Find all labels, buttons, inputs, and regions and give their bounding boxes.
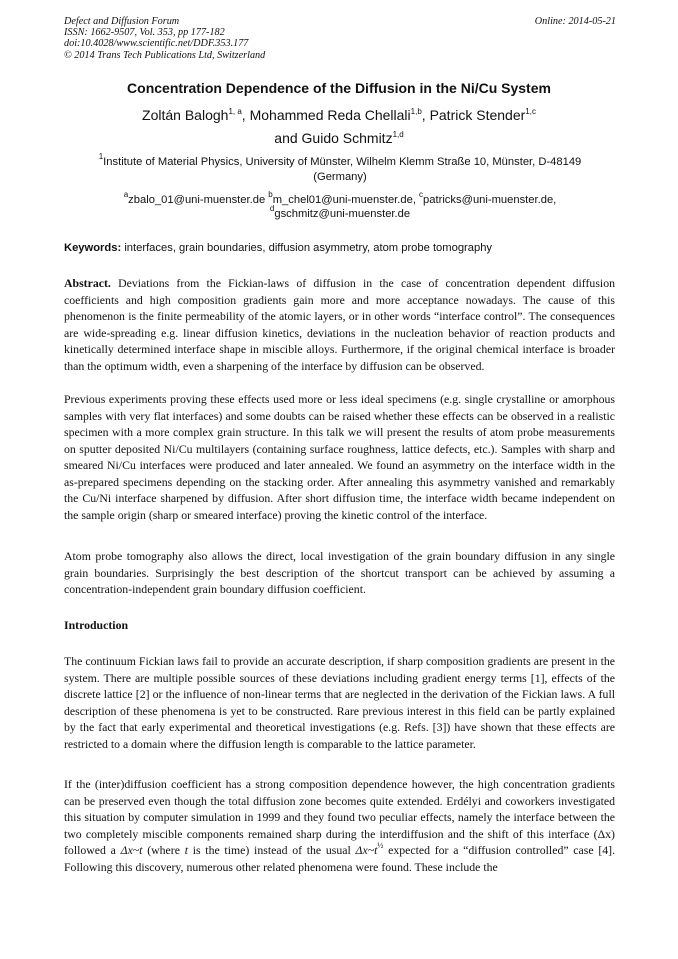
email-superscript: b <box>268 190 273 199</box>
variable-t: t <box>184 843 188 857</box>
affiliation-line: Institute of Material Physics, University of Münster, Wilhelm Klemm Straße 10, Münster, D-48149 <box>103 156 582 168</box>
author-name: Guido Schmitz <box>301 130 393 146</box>
email-superscript: c <box>419 190 424 199</box>
formula-exponent: ½ <box>377 841 384 850</box>
author-list: Zoltán Balogh$^{1, a}$, Mohammed Reda Chellali$^{1,b}$, Patrick Stender$^{1,c}$ and Guido Schmitz$^{1,d}$ <box>142 107 536 146</box>
paragraph-text: If the (inter)diffusion coefficient has a strong composition dependence however, the high concentration gradients can be preserved even though the total diffusion zone becomes quite extended. Erdélyi and coworkers investigated this situation by computer simulation in 1999 and they found two peculiar effects, namely the interface between the two completely miscible components remained sharp during the interdiffusion and the shift of this interface (Δx) followed a <box>64 777 615 857</box>
affiliation-country: (Germany) <box>313 170 367 183</box>
introduction-paragraph-2 <box>64 776 615 875</box>
email-superscript: d <box>269 204 275 213</box>
abstract-paragraph <box>64 275 615 374</box>
paper-title: Concentration Dependence of the Diffusion in the Ni/Cu System <box>127 80 551 96</box>
formula-linear: Δx~t <box>120 843 143 857</box>
copyright-line: © 2014 Trans Tech Publications Ltd, Switzerland <box>64 49 266 61</box>
email-link[interactable]: zbalo_01@uni-muenster.de <box>128 194 266 206</box>
section-heading-introduction: Introduction <box>64 618 129 632</box>
author-superscript: 1,c <box>525 107 536 116</box>
keywords <box>64 242 616 254</box>
formula-parabolic: Δx~t <box>355 843 378 857</box>
email-link[interactable]: patricks@uni-muenster.de, <box>423 194 557 206</box>
online-date: Online: 2014-05-21 <box>534 16 616 27</box>
author-name: Zoltán Balogh <box>142 107 229 123</box>
paragraph-text: expected for a “diffusion controlled” case [4]. Following this discovery, numerous other related phenomena were found. These include the <box>64 843 616 874</box>
author-conjunction: and <box>274 130 298 146</box>
keywords-label: Keywords: <box>64 242 122 254</box>
journal-header <box>64 16 616 61</box>
keywords-text: interfaces, grain boundaries, diffusion asymmetry, atom probe tomography <box>124 242 493 254</box>
abstract-paragraph-3: Atom probe tomography also allows the direct, local investigation of the grain boundary diffusion in any single grain boundaries. Surprisingly the best description of the shortcut transport can be achieved by assuming a concentration-independent grain boundary diffusion coefficient. <box>64 549 615 596</box>
abstract-label: Abstract. <box>64 276 111 290</box>
issn-line: ISSN: 1662-9507, Vol. 353, pp 177-182 <box>64 27 225 39</box>
author-name: Mohammed Reda Chellali <box>249 107 411 123</box>
affiliation <box>64 152 616 184</box>
paragraph-text: is the time) instead of the usual <box>192 843 351 857</box>
email-superscript: a <box>123 190 129 199</box>
paragraph-text: (where <box>147 843 180 857</box>
author-superscript: 1,b <box>410 107 422 116</box>
email-list <box>64 190 616 221</box>
introduction-paragraph-1: The continuum Fickian laws fail to provide an accurate description, if sharp composition gradients are present in the system. There are multiple possible sources of these deviations including gradient energy terms [1], effects of the discrete lattice [2] or the influence of non-linear terms that are neglected in the derivation of the Fickian laws. A full description of these phenomena is yet to be constructed. Rare previous interest in this field can be partly explained by the fact that early experimental and theoretical investigations (e.g. Refs. [3]) have shown that these effects are restricted to a domain where the diffusion length is comparable to the lattice parameter. <box>64 654 615 751</box>
author-superscript: 1, a <box>228 107 242 116</box>
journal-name: Defect and Diffusion Forum <box>64 16 180 27</box>
author-superscript: 1,d <box>392 130 404 139</box>
author-name: Patrick Stender <box>429 107 526 123</box>
email-link[interactable]: m_chel01@uni-muenster.de, <box>272 194 416 206</box>
doi-line: doi:10.4028/www.scientific.net/DDF.353.177 <box>64 38 249 50</box>
abstract-paragraph-2: Previous experiments proving these effects used more or less ideal specimens (e.g. single crystalline or amorphous samples with very flat interfaces) and some doubts can be raised whether these effects can be observed in a realistic specimen with a more complex grain structure. In this talk we will present the results of atom probe measurements on sputter deposited Ni/Cu multilayers (containing surface roughness, lattice defects, etc.). Samples with sharp and smeared Ni/Cu interfaces were produced and later annealed. We found an asymmetry on the interface width in the as-prepared specimens depending on the stacking order. After annealing this asymmetry vanished and remarkably the Cu/Ni interface sharpened by diffusion. After short diffusion time, the interface width became independent on the sample origin (sharp or smeared interface) proving the kinetic control of the interface. <box>64 392 615 522</box>
affiliation-superscript: 1 <box>98 152 104 161</box>
email-link[interactable]: gschmitz@uni-muenster.de <box>274 208 411 220</box>
abstract-text: Deviations from the Fickian-laws of diffusion in the case of concentration dependent diffusion coefficients and high composition gradients gain more and more acceptance nowadays. The cause of this phenomenon is the finite permeability of the atomic layers, or in other words “interface control”. The consequences are wide-spreading e.g. linear diffusion kinetics, deviations in the nucleation behavior of reaction products and kinetically determined interface shape in miscible alloys. Furthermore, if the original chemical interface is broader than the optimum width, even a sharpening of the interface by diffusion can be observed. <box>64 276 616 373</box>
